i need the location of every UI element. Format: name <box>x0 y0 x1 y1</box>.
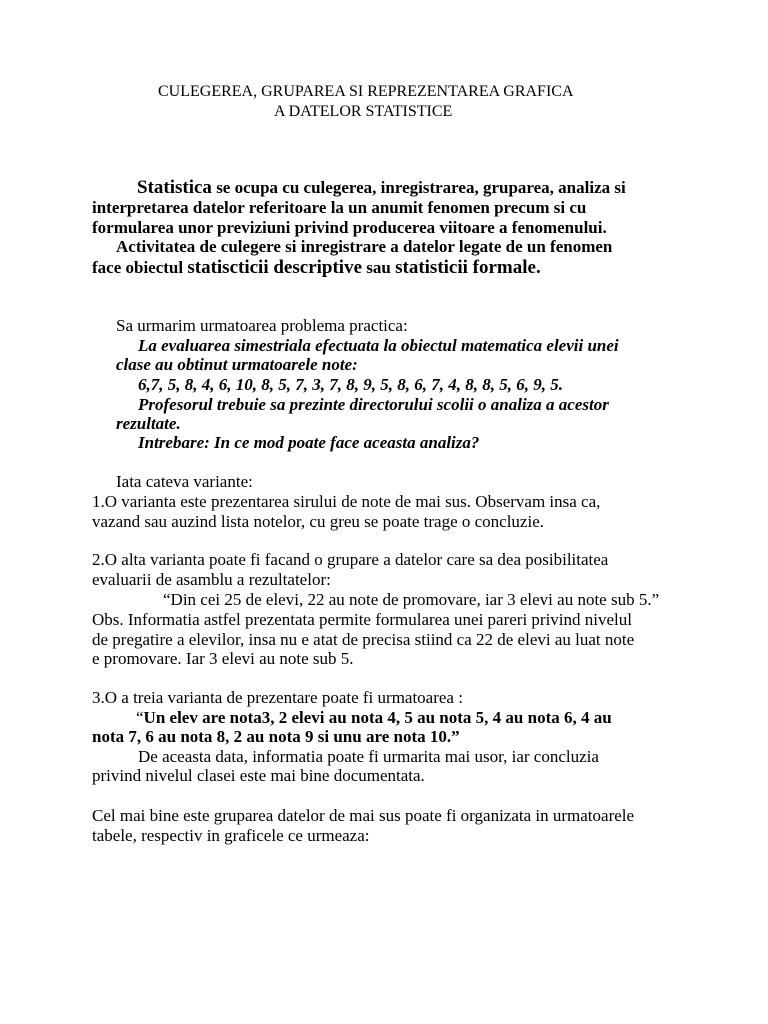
variant3-bold-line1 <box>136 708 612 728</box>
variant3-line1: 3.O a treia varianta de prezentare poate fi urmatoarea : <box>92 688 463 707</box>
intro-line4: Activitatea de culegere si inregistrare a datelor legate de un fenomen <box>116 237 613 256</box>
variant3-bold-line2: nota 7, 6 au nota 8, 2 au nota 9 si unu are nota 10.” <box>92 727 460 746</box>
variant2-obs-line3: e promovare. Iar 3 elevi au note sub 5. <box>92 649 354 668</box>
problem-lead: Sa urmarim urmatoarea problema practica: <box>116 316 408 335</box>
intro-line5-a: face obiectul <box>92 258 188 277</box>
variant3-bold-text1: Un elev are nota3, 2 elevi au nota 4, 5 au nota 5, 4 au nota 6, 4 au <box>143 708 612 727</box>
intro-line5 <box>92 258 541 278</box>
problem-line5: rezultate. <box>116 414 181 433</box>
variant2-line1: 2.O alta varianta poate fi facand o grupare a datelor care sa dea posibilitatea <box>92 550 609 569</box>
intro-line1 <box>92 178 626 198</box>
intro-line3: formularea unor previziuni privind producerea viitoare a fenomenului. <box>92 218 607 237</box>
closing-line2: tabele, respectiv in graficele ce urmeaza: <box>92 826 370 845</box>
problem-grades: 6,7, 5, 8, 4, 6, 10, 8, 5, 7, 3, 7, 8, 9, 5, 8, 6, 7, 4, 8, 8, 5, 6, 9, 5. <box>138 375 563 394</box>
problem-question: Intrebare: In ce mod poate face aceasta analiza? <box>138 433 480 452</box>
variant2-line2: evaluarii de asamblu a rezultatelor: <box>92 570 331 589</box>
intro-word-statistica: Statistica <box>137 177 212 198</box>
intro-term-descriptive: statiscticii descriptive <box>187 257 363 278</box>
problem-line1: La evaluarea simestriala efectuata la obiectul matematica elevii unei <box>138 336 619 355</box>
intro-line2: interpretarea datelor referitoare la un anumit fenomen precum si cu <box>92 198 587 217</box>
variant2-obs-line2: de pregatire a elevilor, insa nu e atat de precisa stiind ca 22 de elevi au luat note <box>92 630 635 649</box>
variant1-line2: vazand sau auzind lista notelor, cu greu se poate trage o concluzie. <box>92 512 544 531</box>
document-title-line1: CULEGEREA, GRUPAREA SI REPREZENTAREA GRAFICA <box>158 83 574 100</box>
closing-line1: Cel mai bine este gruparea datelor de mai sus poate fi organizata in urmatoarele <box>92 806 635 825</box>
intro-term-formale: statisticii formale. <box>395 257 541 278</box>
variant3-note-line2: privind nivelul clasei este mai bine documentata. <box>92 766 425 785</box>
intro-line5-c: sau <box>362 258 396 277</box>
variant3-quote-open: “ <box>136 708 144 727</box>
variant3-note-line1: De aceasta data, informatia poate fi urmarita mai usor, iar concluzia <box>138 747 599 766</box>
intro-line1-rest: se ocupa cu culegerea, inregistrarea, gruparea, analiza si <box>211 178 626 197</box>
variants-lead: Iata cateva variante: <box>116 472 253 491</box>
problem-line2: clase au obtinut urmatoarele note: <box>116 355 358 374</box>
problem-line4: Profesorul trebuie sa prezinte directorului scolii o analiza a acestor <box>138 395 609 414</box>
variant2-obs-line1: Obs. Informatia astfel prezentata permite formularea unei pareri privind nivelul <box>92 610 632 629</box>
variant2-quote: “Din cei 25 de elevi, 22 au note de promovare, iar 3 elevi au note sub 5.” <box>163 590 660 609</box>
variant1-line1: 1.O varianta este prezentarea sirului de note de mai sus. Observam insa ca, <box>92 492 601 511</box>
document-title-line2: A DATELOR STATISTICE <box>274 103 453 120</box>
